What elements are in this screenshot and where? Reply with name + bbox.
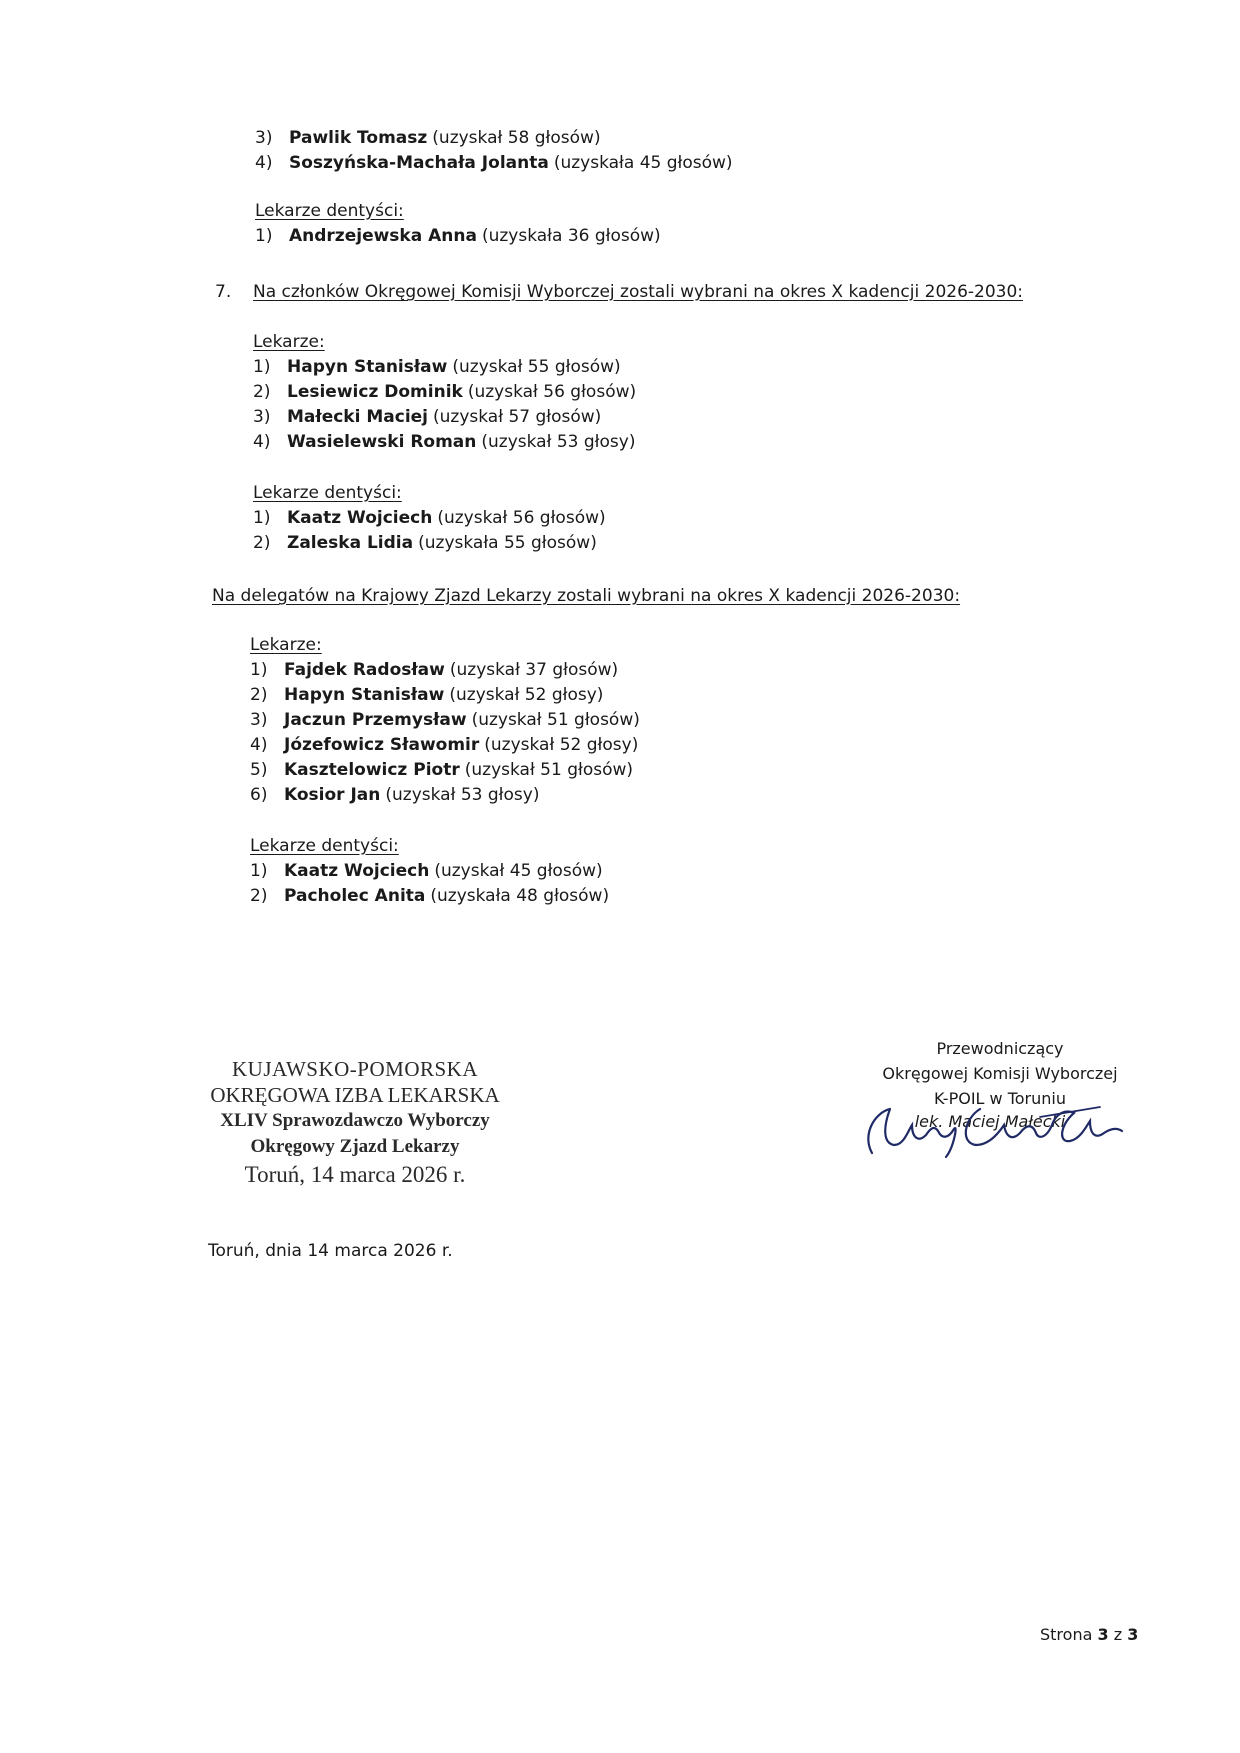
top-list — [255, 126, 733, 249]
list-item: 1) Kaatz Wojciech (uzyskał 56 głosów) — [253, 508, 606, 528]
list-item: 1) Fajdek Radosław (uzyskał 37 głosów) — [250, 660, 619, 680]
list-item: 2) Lesiewicz Dominik (uzyskał 56 głosów) — [253, 382, 637, 402]
delegates-heading-row — [212, 584, 960, 609]
list-item: 3) Jaczun Przemysław (uzyskał 51 głosów) — [250, 710, 640, 730]
stamp-line: Toruń, 14 marca 2026 r. — [244, 1162, 466, 1187]
stamp-line: XLIV Sprawozdawczo Wyborczy — [220, 1110, 490, 1131]
doctors-heading: Lekarze: — [250, 635, 322, 655]
dentists-heading: Lekarze dentyści: — [255, 201, 404, 221]
signatory-title: Przewodniczący — [936, 1039, 1064, 1058]
handwritten-signature — [860, 1095, 1130, 1165]
stamp-line: OKRĘGOWA IZBA LEKARSKA — [210, 1083, 500, 1107]
list-item: 4) Józefowicz Sławomir (uzyskał 52 głosy) — [250, 735, 639, 755]
document-date: Toruń, dnia 14 marca 2026 r. — [208, 1241, 453, 1261]
page-number: Strona 3 z 3 — [1040, 1625, 1139, 1644]
delegates-list — [250, 633, 640, 909]
list-item: 4) Soszyńska-Machała Jolanta (uzyskała 45 głosów) — [255, 153, 733, 173]
list-item: 6) Kosior Jan (uzyskał 53 głosy) — [250, 785, 540, 805]
list-item: 2) Pacholec Anita (uzyskała 48 głosów) — [250, 886, 610, 906]
signatory-name: lek. Maciej Małecki — [914, 1112, 1066, 1131]
stamp-line: Okręgowy Zjazd Lekarzy — [250, 1136, 460, 1157]
list-item: 1) Andrzejewska Anna (uzyskała 36 głosów) — [255, 226, 661, 246]
list-item: 3) Pawlik Tomasz (uzyskał 58 głosów) — [255, 128, 601, 148]
stamp-line: KUJAWSKO-POMORSKA — [231, 1057, 478, 1081]
signatory-place: K-POIL w Toruniu — [933, 1089, 1066, 1108]
dentists-heading: Lekarze dentyści: — [253, 483, 402, 503]
signatory-committee: Okręgowej Komisji Wyborczej — [882, 1064, 1118, 1083]
dentists-heading: Lekarze dentyści: — [250, 836, 399, 856]
section-heading: Na delegatów na Krajowy Zjazd Lekarzy zostali wybrani na okres X kadencji 2026-2030: — [212, 586, 961, 606]
section-7-heading-row — [215, 280, 1023, 305]
list-item: 1) Hapyn Stanisław (uzyskał 55 głosów) — [253, 357, 621, 377]
doctors-heading: Lekarze: — [253, 332, 325, 352]
section-7-list — [253, 330, 636, 556]
list-item: 5) Kasztelowicz Piotr (uzyskał 51 głosów) — [250, 760, 634, 780]
list-item: 2) Hapyn Stanisław (uzyskał 52 głosy) — [250, 685, 604, 705]
list-item: 2) Zaleska Lidia (uzyskała 55 głosów) — [253, 533, 597, 553]
section-heading: Na członków Okręgowej Komisji Wyborczej zostali wybrani na okres X kadencji 2026-2030: — [253, 282, 1024, 302]
institution-stamp — [190, 1056, 520, 1190]
section-number: 7. — [215, 282, 232, 302]
list-item: 4) Wasielewski Roman (uzyskał 53 głosy) — [253, 432, 636, 452]
list-item: 3) Małecki Maciej (uzyskał 57 głosów) — [253, 407, 602, 427]
list-item: 1) Kaatz Wojciech (uzyskał 45 głosów) — [250, 861, 603, 881]
